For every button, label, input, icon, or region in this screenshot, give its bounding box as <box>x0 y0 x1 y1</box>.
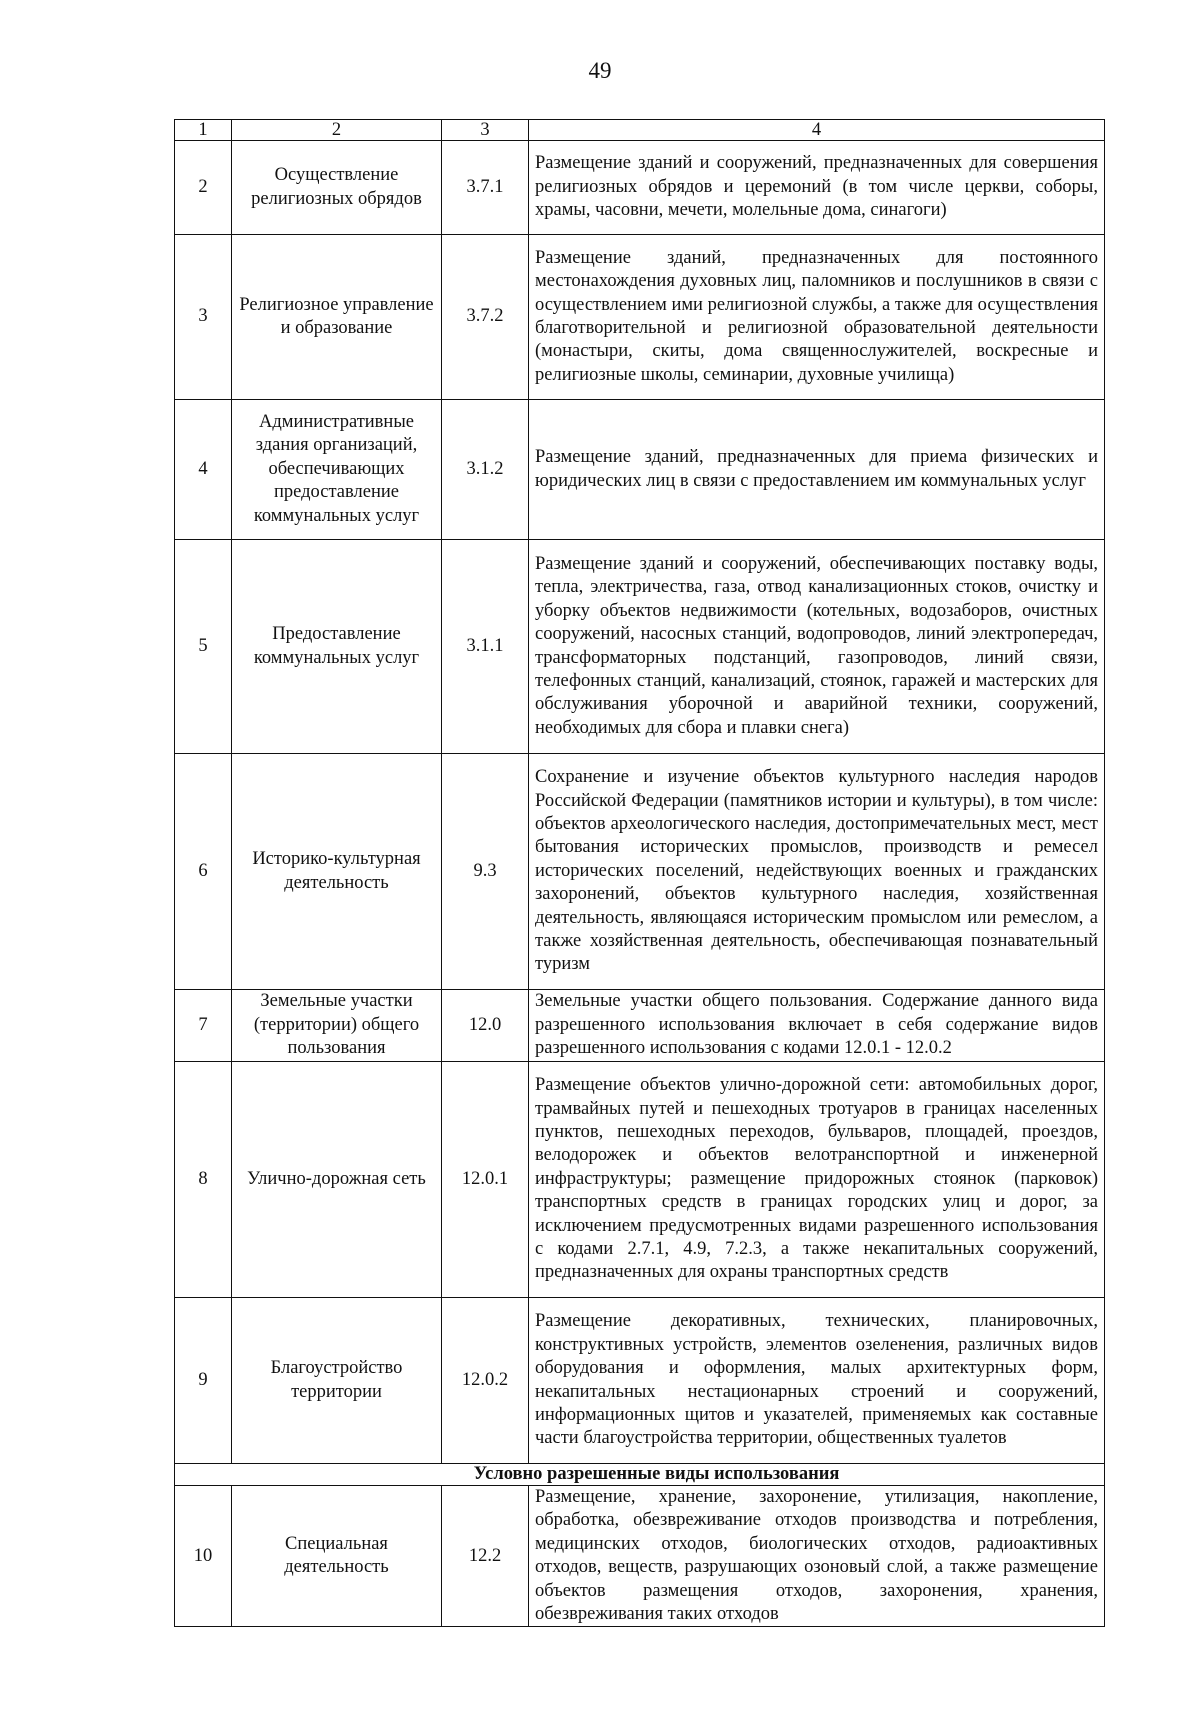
table-header-row <box>175 120 1105 141</box>
use-type-code: 3.7.1 <box>442 141 529 235</box>
use-type-name: Земельные участки (территории) общего пользования <box>232 990 442 1062</box>
use-type-description: Размещение декоративных, технических, планировочных, конструктивных устройств, элементов озеленения, различных видов оборудования и оформления, малых архитектурных форм, некапитальных нестационарных строений и сооружений, информационных щитов и указателей, применяемых как составные части благоустройства территории, общественных туалетов <box>529 1298 1105 1464</box>
page-number: 49 <box>588 58 612 83</box>
use-type-name: Историко-культурная деятельность <box>232 754 442 990</box>
use-type-name: Специальная деятельность <box>232 1486 442 1627</box>
table-row <box>175 1298 1105 1464</box>
row-number: 9 <box>175 1298 232 1464</box>
use-type-description: Размещение зданий и сооружений, предназначенных для совершения религиозных обрядов и церемоний (в том числе церкви, соборы, храмы, часовни, мечети, молельные дома, синагоги) <box>529 141 1105 235</box>
row-number: 8 <box>175 1062 232 1298</box>
use-type-name: Религиозное управление и образование <box>232 235 442 400</box>
use-type-description: Сохранение и изучение объектов культурного наследия народов Российской Федерации (памятников истории и культуры), в том числе: объектов археологического наследия, достопримечательных мест, мест бытования исторических промыслов, производств и ремесел исторических поселений, недействующих военных и гражданских захоронений, объектов культурного наследия, хозяйственная деятельность, являющаяся историческим промыслом или ремеслом, а также хозяйственная деятельность, обеспечивающая познавательный туризм <box>529 754 1105 990</box>
use-type-name: Административные здания организаций, обеспечивающих предоставление коммунальных услуг <box>232 400 442 540</box>
table-row <box>175 1062 1105 1298</box>
section-title: Условно разрешенные виды использования <box>175 1464 1105 1486</box>
table-row <box>175 235 1105 400</box>
row-number: 4 <box>175 400 232 540</box>
use-type-description: Размещение, хранение, захоронение, утилизация, накопление, обработка, обезвреживание отходов производства и потребления, медицинских отходов, биологических отходов, радиоактивных отходов, веществ, разрушающих озоновый слой, а также размещение объектов размещения отходов, захоронения, хранения, обезвреживания таких отходов <box>529 1486 1105 1627</box>
table-row <box>175 141 1105 235</box>
use-type-name: Предоставление коммунальных услуг <box>232 540 442 754</box>
use-type-name: Улично-дорожная сеть <box>232 1062 442 1298</box>
row-number: 7 <box>175 990 232 1062</box>
use-type-description: Земельные участки общего пользования. Содержание данного вида разрешенного использования включает в себя содержание видов разрешенного использования с кодами 12.0.1 - 12.0.2 <box>529 990 1105 1062</box>
use-type-code: 12.0.2 <box>442 1298 529 1464</box>
table-row <box>175 400 1105 540</box>
row-number: 5 <box>175 540 232 754</box>
column-header-1: 1 <box>175 120 232 141</box>
use-type-description: Размещение зданий, предназначенных для приема физических и юридических лиц в связи с предоставлением им коммунальных услуг <box>529 400 1105 540</box>
use-type-description: Размещение объектов улично-дорожной сети: автомобильных дорог, трамвайных путей и пешеходных тротуаров в границах населенных пунктов, пешеходных переходов, бульваров, площадей, проездов, велодорожек и объектов велотранспортной и инженерной инфраструктуры; размещение придорожных стоянок (парковок) транспортных средств в границах городских улиц и дорог, за исключением предусмотренных видами разрешенного использования с кодами 2.7.1, 4.9, 7.2.3, а также некапитальных сооружений, предназначенных для охраны транспортных средств <box>529 1062 1105 1298</box>
row-number: 3 <box>175 235 232 400</box>
use-type-code: 9.3 <box>442 754 529 990</box>
table-row <box>175 1486 1105 1627</box>
use-type-code: 12.2 <box>442 1486 529 1627</box>
use-type-code: 12.0 <box>442 990 529 1062</box>
table-row <box>175 990 1105 1062</box>
table-row <box>175 540 1105 754</box>
use-type-code: 3.7.2 <box>442 235 529 400</box>
row-number: 10 <box>175 1486 232 1627</box>
land-use-table <box>174 119 1105 1627</box>
use-type-code: 3.1.2 <box>442 400 529 540</box>
use-type-name: Осуществление религиозных обрядов <box>232 141 442 235</box>
use-type-name: Благоустройство территории <box>232 1298 442 1464</box>
table-row <box>175 754 1105 990</box>
row-number: 6 <box>175 754 232 990</box>
use-type-code: 12.0.1 <box>442 1062 529 1298</box>
column-header-4: 4 <box>529 120 1105 141</box>
use-type-description: Размещение зданий, предназначенных для постоянного местонахождения духовных лиц, паломников и послушников в связи с осуществлением ими религиозной службы, а также для осуществления благотворительной и религиозной образовательной деятельности (монастыри, скиты, дома священнослужителей, воскресные и религиозные школы, семинарии, духовные училища) <box>529 235 1105 400</box>
column-header-2: 2 <box>232 120 442 141</box>
section-header-row <box>175 1464 1105 1486</box>
use-type-code: 3.1.1 <box>442 540 529 754</box>
row-number: 2 <box>175 141 232 235</box>
use-type-description: Размещение зданий и сооружений, обеспечивающих поставку воды, тепла, электричества, газа, отвод канализационных стоков, очистку и уборку объектов недвижимости (котельных, водозаборов, очистных сооружений, насосных станций, водопроводов, линий электропередач, трансформаторных подстанций, газопроводов, линий связи, телефонных станций, канализаций, стоянок, гаражей и мастерских для обслуживания уборочной и аварийной техники, сооружений, необходимых для сбора и плавки снега) <box>529 540 1105 754</box>
column-header-3: 3 <box>442 120 529 141</box>
